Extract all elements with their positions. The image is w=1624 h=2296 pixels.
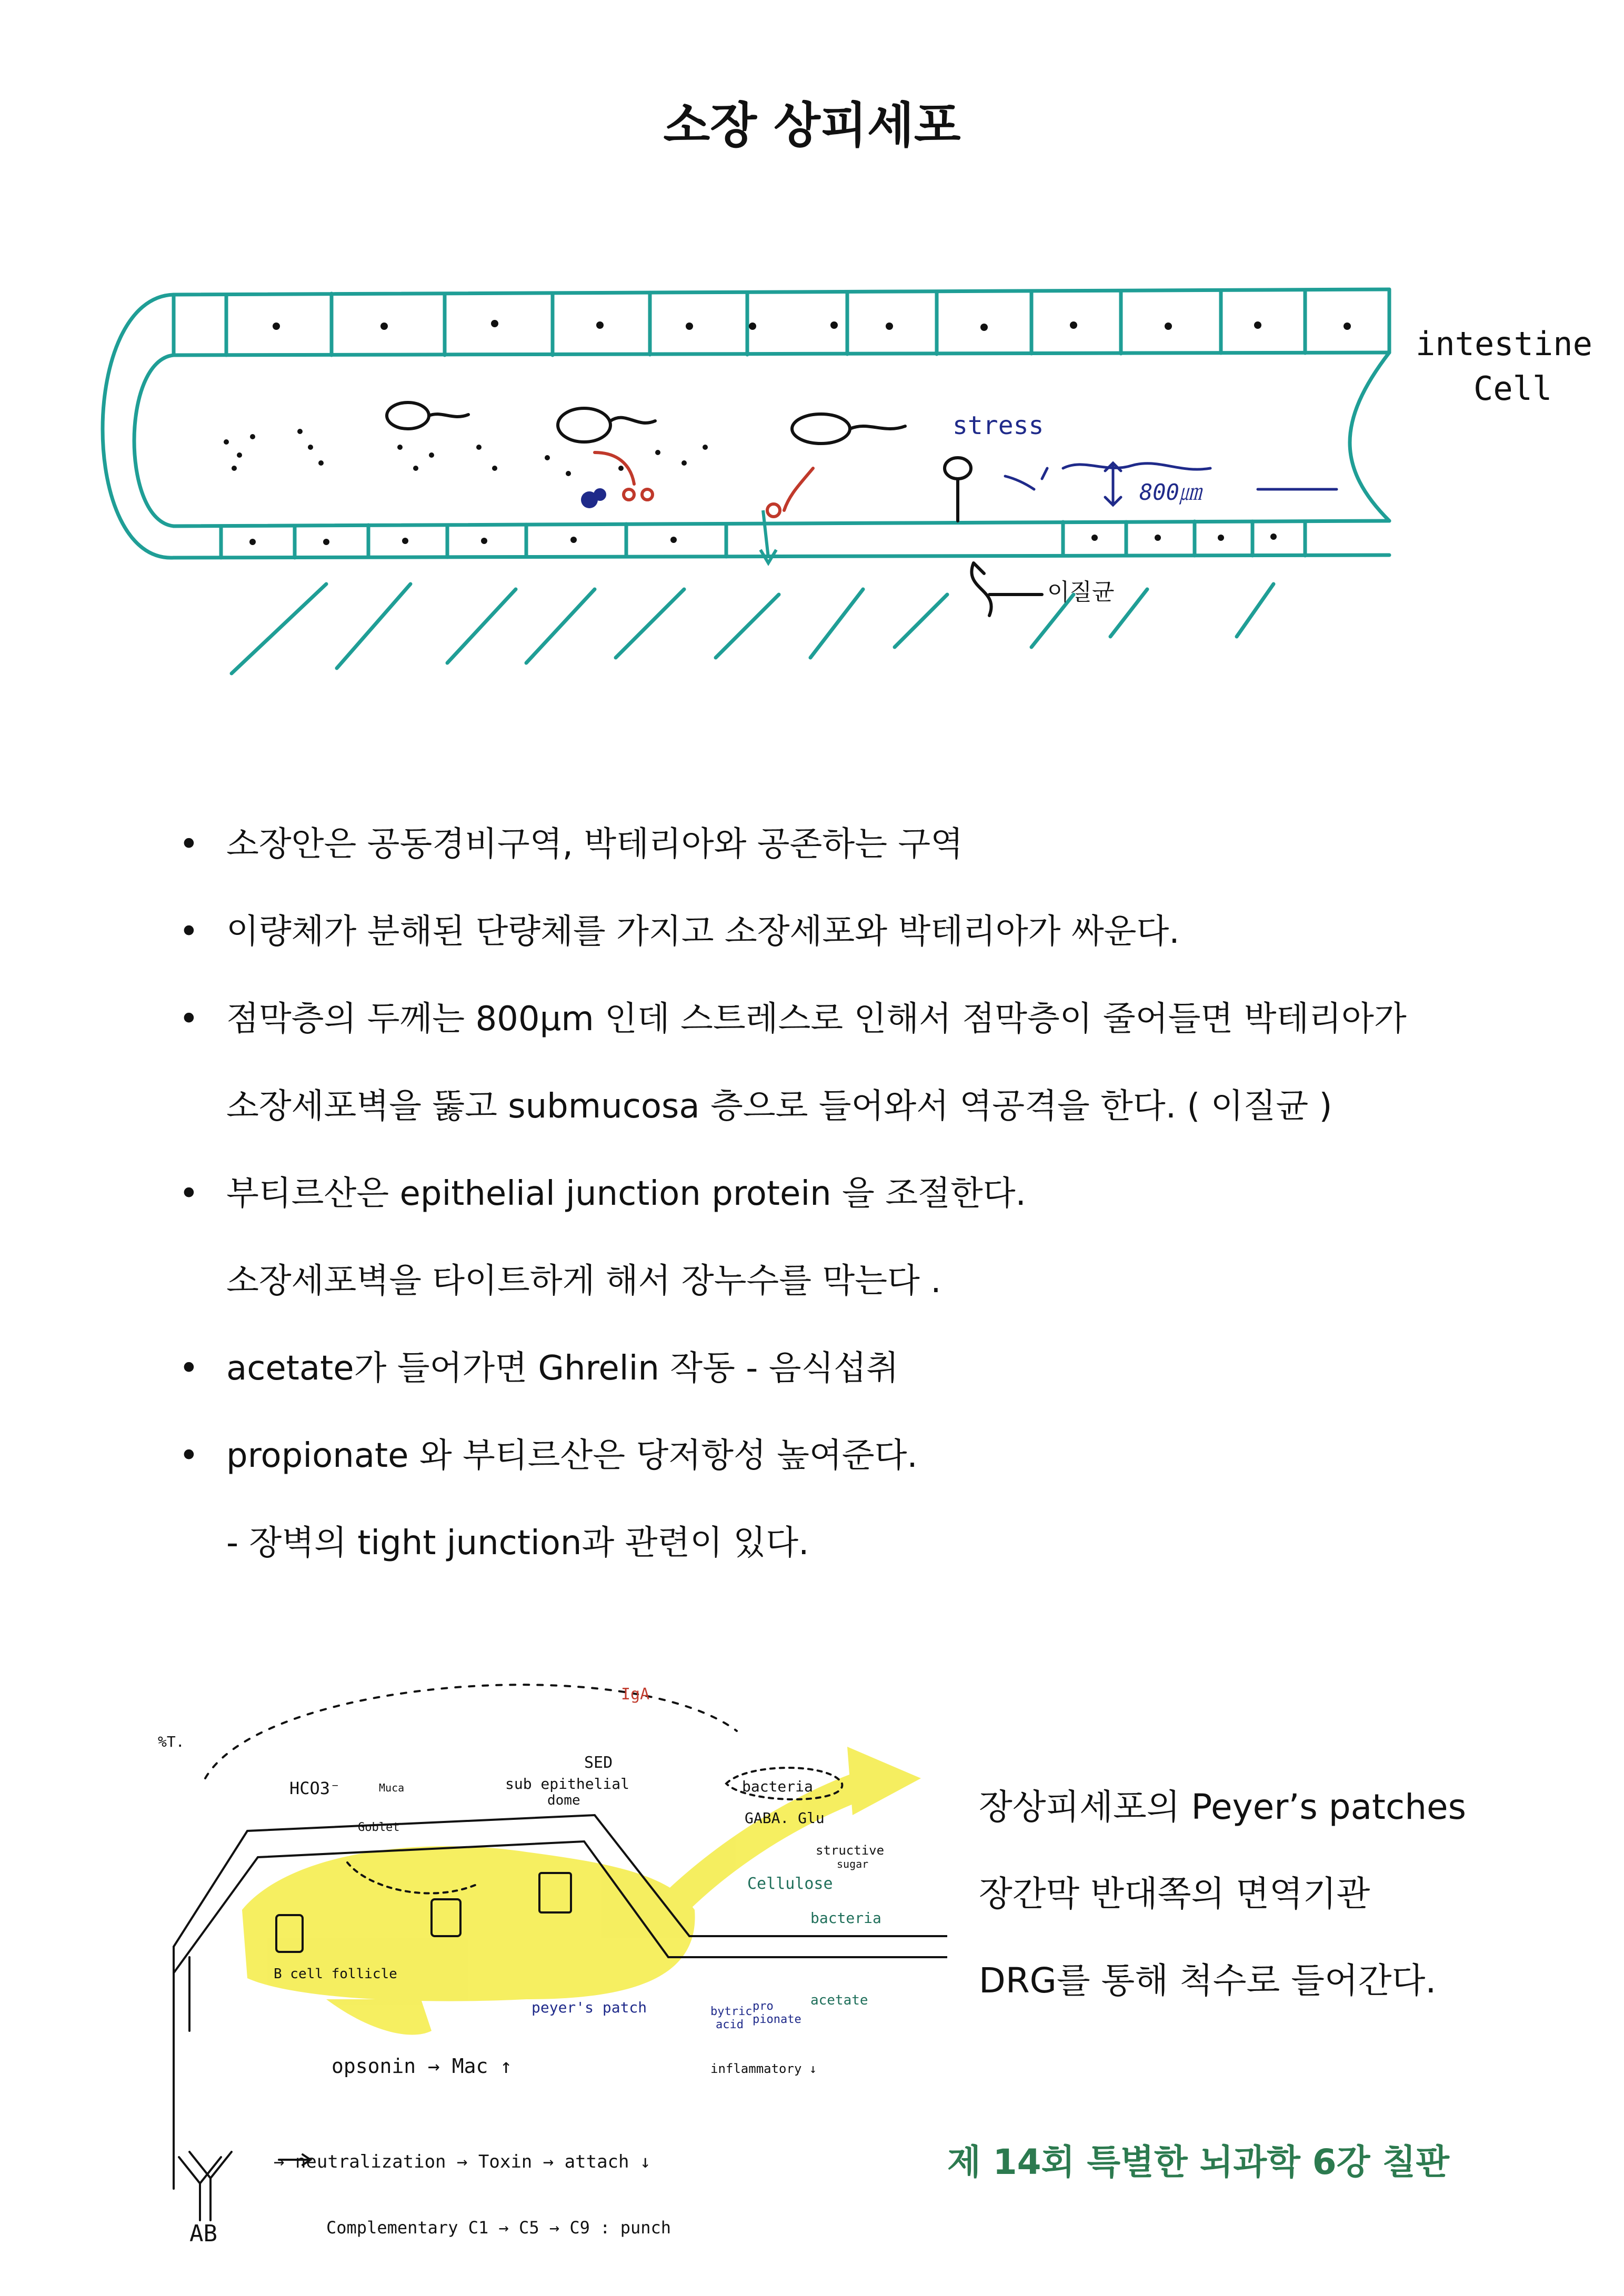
thickness-label: 800㎛ <box>1139 479 1201 505</box>
bullet-item <box>179 823 1526 911</box>
ab-label: AB <box>189 2220 217 2247</box>
goblet-label: Goblet <box>358 1821 400 1834</box>
bullet-marker: • <box>179 1000 199 1039</box>
bytric-label: bytric <box>710 2005 753 2018</box>
bullet-item <box>179 1173 1526 1260</box>
cellulose-label: Cellulose <box>747 1875 833 1893</box>
peyer-note-2: 장간막 반대쪽의 면역기관 <box>979 1874 1370 1914</box>
peyers-patch-diagram <box>158 1663 947 2262</box>
acetate-label: acetate <box>810 1992 868 2008</box>
bullet-text: - 장벽의 tight junction과 관련이 있다. <box>226 1524 809 1563</box>
bullet-text: 소장세포벽을 타이트하게 해서 장누수를 막는다 . <box>226 1262 941 1301</box>
iga-label: IgA <box>621 1685 650 1704</box>
bullet-continuation <box>179 1260 1526 1347</box>
bullet-marker: • <box>179 1174 199 1213</box>
opsonin-label: opsonin → Mac ↑ <box>332 2055 513 2078</box>
bacteria-label-2: bacteria <box>810 1909 881 1927</box>
intestine-diagram <box>0 247 1624 694</box>
dome-label: dome <box>547 1793 580 1808</box>
bullet-continuation <box>179 1522 1526 1609</box>
sed-label: SED <box>584 1754 613 1772</box>
structive-label: structive <box>816 1843 885 1858</box>
bullet-item <box>179 1435 1526 1522</box>
peyer-note-1: 장상피세포의 Peyer’s patches <box>979 1787 1467 1827</box>
peyers-label: peyer's patch <box>532 1999 647 2016</box>
pro-label: pro <box>753 2000 774 2013</box>
bullet-list <box>179 823 1526 1609</box>
bullet-item <box>179 998 1526 1085</box>
bullet-continuation <box>179 1085 1526 1173</box>
neutralization-label: → neutralization → Toxin → attach ↓ <box>274 2151 651 2172</box>
gaba-label: GABA. Glu <box>745 1809 825 1827</box>
bullet-marker: • <box>179 1436 199 1475</box>
edge-label: %T. <box>158 1733 185 1750</box>
peyer-note-3: DRG를 통해 척수로 들어간다. <box>979 1960 1437 2001</box>
bullet-text: acetate가 들어가면 Ghrelin 작동 - 음식섭취 <box>226 1349 899 1388</box>
bullet-text: 소장안은 공동경비구역, 박테리아와 공존하는 구역 <box>226 825 964 864</box>
bcell-label: B cell follicle <box>274 1966 397 1982</box>
intestine-label-line2: Cell <box>1473 369 1552 408</box>
bullet-text: 부티르산은 epithelial junction protein 을 조절한다. <box>226 1174 1026 1213</box>
bullet-text: 소장세포벽을 뚫고 submucosa 층으로 들어와서 역공격을 한다. ( 이질균 ) <box>226 1087 1332 1126</box>
muca-label: Muca <box>379 1781 405 1794</box>
hco3-label: HCO3⁻ <box>289 1778 340 1798</box>
acid-label: acid <box>716 2018 744 2031</box>
complementary-label: Complementary C1 → C5 → C9 : punch <box>326 2218 671 2238</box>
bullet-marker: • <box>179 1349 199 1388</box>
bullet-marker: • <box>179 912 199 951</box>
footer-caption: 제 14회 특별한 뇌과학 6강 칠판 <box>947 2142 1449 2182</box>
inflammatory-label: inflammatory ↓ <box>710 2061 817 2076</box>
bullet-text: propionate 와 부티르산은 당저항성 높여준다. <box>226 1436 918 1475</box>
pionate-label: pionate <box>753 2013 801 2026</box>
stress-label: stress <box>953 411 1044 440</box>
sub-epithelial-label: sub epithelial <box>505 1775 630 1793</box>
bacteria-label-1: bacteria <box>742 1778 813 1795</box>
intestine-label-line1: intestine <box>1416 325 1592 363</box>
bullet-text: 이량체가 분해된 단량체를 가지고 소장세포와 박테리아가 싸운다. <box>226 912 1180 951</box>
bullet-item <box>179 911 1526 998</box>
pathogen-label: 이질균 <box>1047 579 1115 606</box>
bullet-item <box>179 1347 1526 1435</box>
bullet-text: 점막층의 두께는 800μm 인데 스트레스로 인해서 점막층이 줄어들면 박테리아가 <box>226 1000 1407 1039</box>
page-title: 소장 상피세포 <box>663 97 961 154</box>
sugar-label: sugar <box>837 1858 869 1870</box>
bullet-marker: • <box>179 825 199 864</box>
